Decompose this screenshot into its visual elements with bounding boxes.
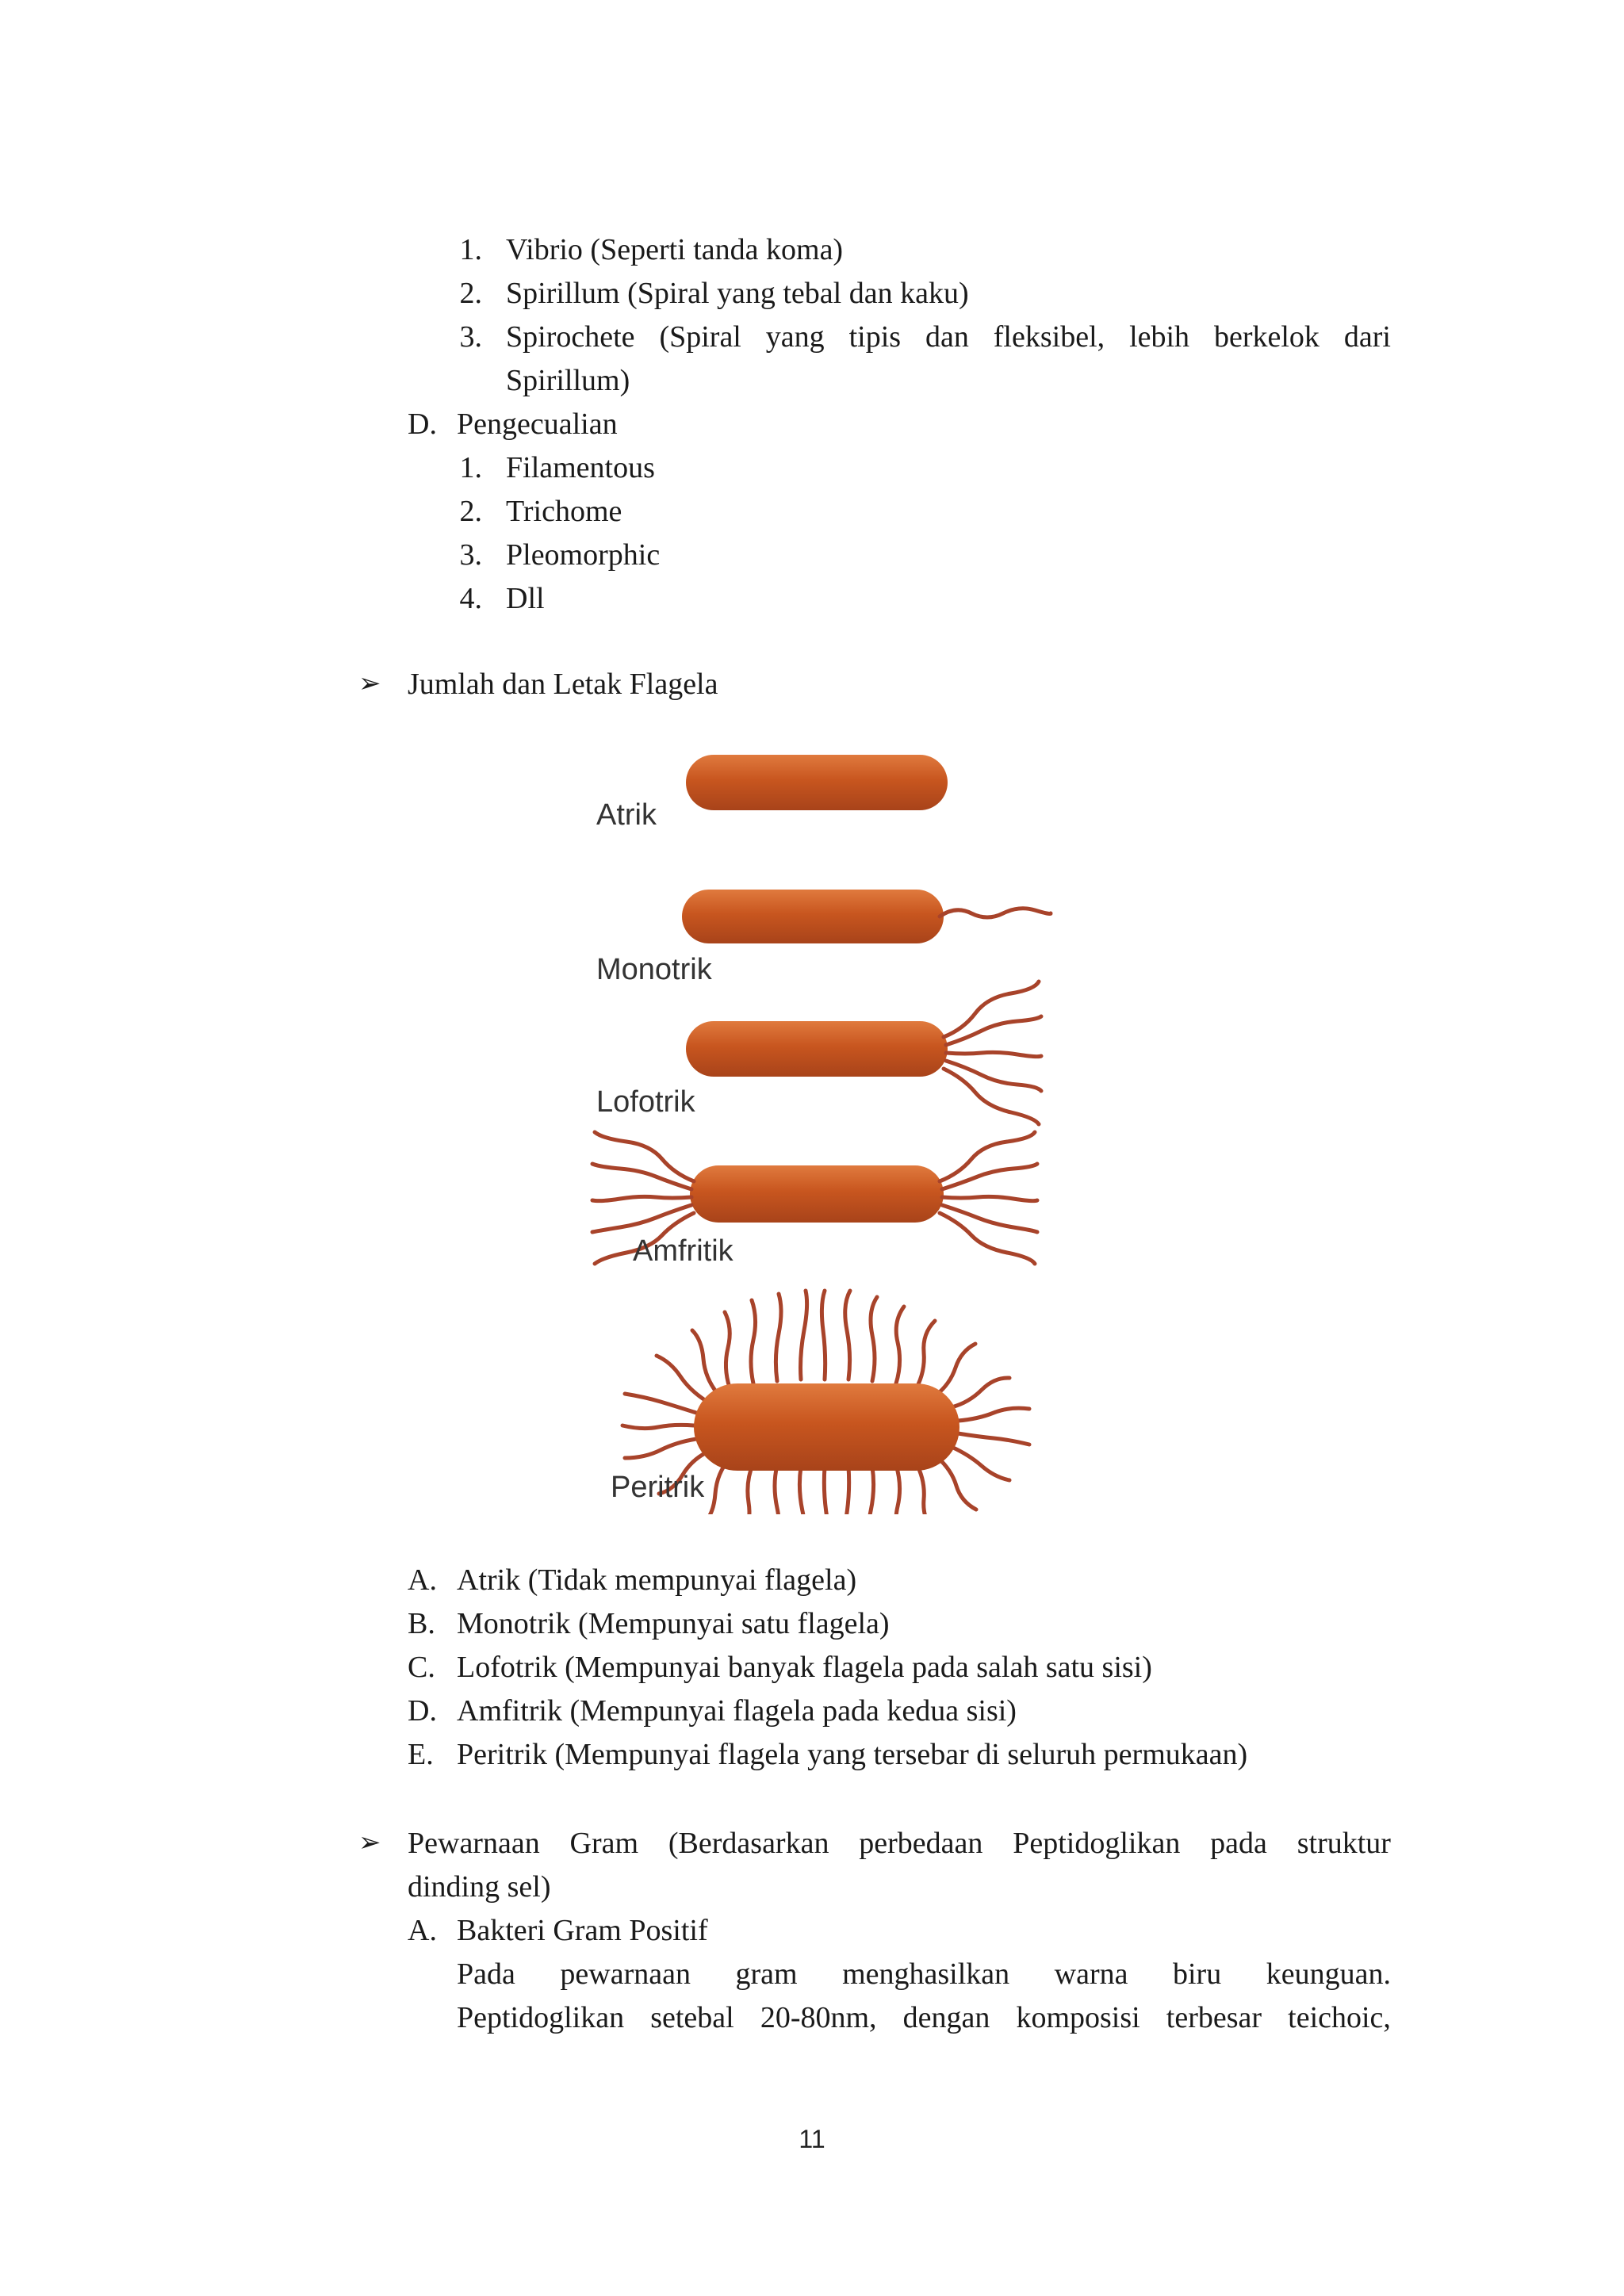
word: komposisi [1016,2001,1140,2034]
label-amfritik: Amfritik [633,1234,733,1268]
list-number: 3. [459,538,482,572]
monotrik-bacterium [682,890,1051,943]
word: 20-80nm, [760,2001,877,2034]
word: dari [1343,320,1391,354]
list-letter: B. [408,1607,435,1640]
list-letter: D. [408,1694,437,1728]
word: menghasilkan [842,1957,1010,1991]
arrow-bullet-icon: ➢ [358,1828,381,1858]
label-monotrik: Monotrik [596,953,712,986]
word: fleksibel, [993,320,1105,354]
atrik-bacterium [686,755,948,810]
list-text: Amfitrik (Mempunyai flagela pada kedua sisi) [457,1694,1017,1728]
word: Peptidoglikan [1013,1827,1181,1860]
lofotrik-bacterium [686,982,1041,1124]
word: perbedaan [859,1827,983,1860]
label-lofotrik: Lofotrik [596,1085,695,1119]
paragraph-line [457,1954,1391,1994]
label-atrik: Atrik [596,798,657,832]
list-text-justified [506,317,1391,357]
cell-body [686,1021,948,1077]
cell-body [694,1383,959,1471]
cell-body [686,755,948,810]
word: struktur [1297,1827,1391,1860]
word: lebih [1129,320,1190,354]
list-text: Spirillum (Spiral yang tebal dan kaku) [506,277,969,310]
list-number: 1. [459,233,482,266]
list-text: Lofotrik (Mempunyai banyak flagela pada salah satu sisi) [457,1651,1152,1684]
word: dan [925,320,969,354]
flagella-tuft [944,982,1041,1124]
list-text: Atrik (Tidak mempunyai flagela) [457,1563,857,1597]
page-number: 11 [799,2125,825,2153]
word: yang [765,320,825,354]
list-number: 2. [459,495,482,528]
word: (Berdasarkan [668,1827,829,1860]
list-letter: C. [408,1651,435,1684]
word: warna [1054,1957,1128,1991]
word: teichoic, [1288,2001,1391,2034]
list-letter: A. [408,1914,437,1947]
sub-title: Bakteri Gram Positif [457,1914,708,1947]
word: pada [1210,1827,1267,1860]
list-text: Peritrik (Mempunyai flagela yang tersebar di seluruh permukaan) [457,1738,1248,1771]
list-text: Filamentous [506,451,655,484]
list-number: 4. [459,582,482,615]
list-text: Vibrio (Seperti tanda koma) [506,233,844,266]
paragraph-line [457,1998,1391,2038]
word: Gram [569,1827,639,1860]
list-number: 1. [459,451,482,484]
list-number: 3. [459,320,482,354]
word: dengan [902,2001,990,2034]
word: Pada [457,1957,515,1991]
section-title: Pengecualian [457,408,618,441]
word: terbesar [1166,2001,1262,2034]
list-text: Spirillum) [506,364,630,397]
word: gram [735,1957,798,1991]
section-letter: D. [408,408,437,441]
word: keunguan. [1266,1957,1391,1991]
bullet-title: dinding sel) [408,1870,551,1904]
word: biru [1173,1957,1222,1991]
arrow-bullet-icon: ➢ [358,669,381,698]
word: tipis [848,320,902,354]
word: (Spiral [659,320,741,354]
flagella-tuft-right [940,1132,1037,1264]
list-text: Pleomorphic [506,538,661,572]
word: pewarnaan [560,1957,691,1991]
list-text: Dll [506,582,545,615]
word: berkelok [1213,320,1320,354]
flagella-diagram [579,737,1055,1514]
word: Pewarnaan [408,1827,540,1860]
list-letter: A. [408,1563,437,1597]
bullet-title-justified [408,1823,1391,1863]
flagellum [940,909,1051,917]
list-text: Trichome [506,495,622,528]
label-peritrik: Peritrik [611,1471,705,1504]
word: Peptidoglikan [457,2001,625,2034]
cell-body [682,890,944,943]
list-letter: E. [408,1738,434,1771]
word: Spirochete [506,320,635,354]
cell-body [690,1165,944,1223]
bullet-title: Jumlah dan Letak Flagela [408,668,718,701]
list-text: Monotrik (Mempunyai satu flagela) [457,1607,890,1640]
list-number: 2. [459,277,482,310]
word: setebal [650,2001,734,2034]
